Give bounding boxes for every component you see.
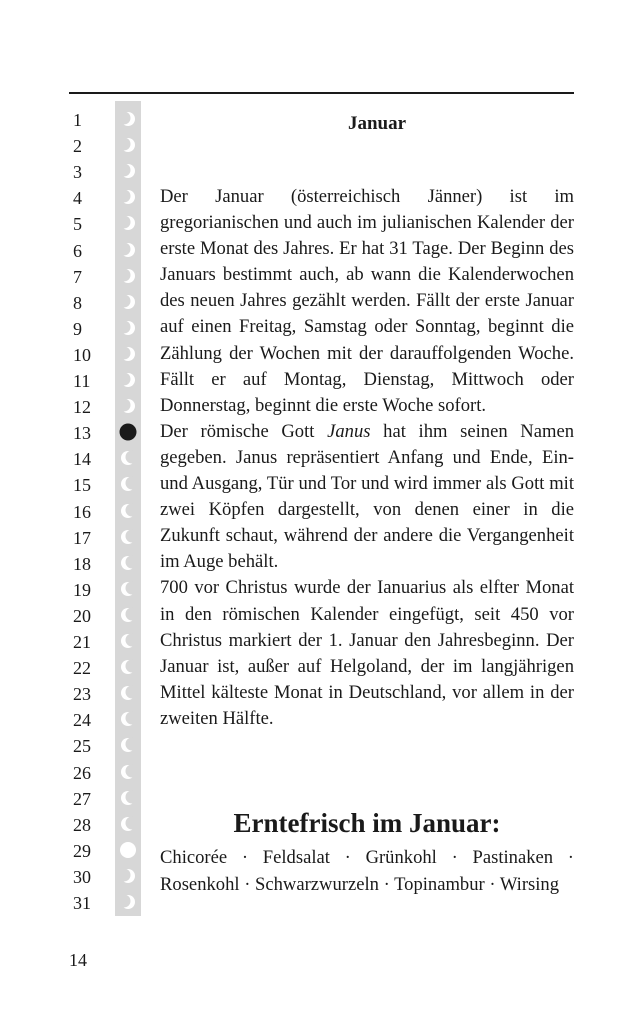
waning-crescent-icon: [115, 344, 141, 368]
waning-crescent-icon: [115, 240, 141, 264]
day-number: 14: [73, 449, 91, 470]
waning-crescent-icon: [115, 396, 141, 420]
waxing-crescent-icon: [115, 735, 141, 759]
day-number: 20: [73, 605, 91, 626]
day-number: 29: [73, 840, 91, 861]
harvest-title: Erntefrisch im Januar:: [233, 808, 501, 839]
day-number: 10: [73, 344, 91, 365]
day-number: 8: [73, 292, 82, 313]
paragraph-1: Der Januar (österreichisch Jänner) ist im gregorianischen und auch im julianischen Kalender der erste Monat des Jahres. Er hat 31 Tage. Der Beginn des Januars bestimmt auch, ab wann die Kalenderwochen des neuen Jahres gezählt werden. Fällt der erste Januar auf einen Freitag, Samstag oder Sonntag, beginnt die Zählung der Wochen mit der darauffolgenden Woche. Fällt er auf Montag, Dienstag, Mittwoch oder Donnerstag, beginnt die erste Woche sofort.: [160, 186, 574, 416]
paragraph-2-start: Der römische Gott: [160, 420, 328, 442]
waxing-crescent-icon: [115, 527, 141, 551]
main-content: [160, 112, 574, 895]
waning-crescent-icon: [115, 892, 141, 916]
waxing-crescent-icon: [115, 448, 141, 472]
day-number: 4: [73, 188, 82, 209]
waning-crescent-icon: [115, 213, 141, 237]
day-number: 31: [73, 893, 91, 913]
day-number: 30: [73, 866, 91, 887]
waning-crescent-icon: [115, 187, 141, 211]
waxing-crescent-icon: [115, 709, 141, 733]
waning-crescent-icon: [115, 866, 141, 890]
paragraph-2-rest: hat ihm seinen Namen gegeben. Janus repräsentiert Anfang und Ende, Ein- und Ausgang, Tür und Tor und wird immer als Gott mit zwei Köpfen dargestellt, von denen einer in die Zukunft schaut, während der andere die Vergangenheit im Auge behält.: [160, 420, 574, 573]
paragraph-2: [160, 419, 574, 576]
day-number: 16: [73, 501, 91, 522]
waning-crescent-icon: [115, 109, 141, 133]
waxing-crescent-icon: [115, 683, 141, 707]
month-description: [160, 184, 574, 732]
page-number: 14: [69, 950, 87, 970]
waning-crescent-icon: [115, 370, 141, 394]
waning-crescent-icon: [115, 135, 141, 159]
top-rule: [69, 92, 574, 94]
day-number: 25: [73, 736, 91, 757]
waxing-crescent-icon: [115, 579, 141, 603]
day-number: 3: [73, 162, 82, 183]
day-number: 24: [73, 710, 91, 731]
day-number: 26: [73, 762, 91, 783]
day-number: 19: [73, 579, 91, 600]
day-number: 1: [73, 110, 82, 130]
day-number: 11: [73, 371, 91, 391]
day-number: 28: [73, 814, 91, 835]
moon-phase-strip: [115, 101, 141, 916]
day-number: 21: [73, 632, 91, 652]
new-moon-icon: [115, 422, 141, 446]
day-number: 2: [73, 136, 82, 157]
waning-crescent-icon: [115, 318, 141, 342]
month-title: Januar: [347, 113, 407, 134]
day-number: 6: [73, 240, 82, 261]
waxing-crescent-icon: [115, 788, 141, 812]
day-number: 18: [73, 553, 91, 574]
day-number: 5: [73, 214, 82, 235]
day-number: 9: [73, 318, 82, 339]
waxing-crescent-icon: [115, 631, 141, 655]
waxing-crescent-icon: [115, 553, 141, 577]
waxing-crescent-icon: [115, 657, 141, 681]
waxing-crescent-icon: [115, 474, 141, 498]
waxing-crescent-icon: [115, 814, 141, 838]
day-number: 12: [73, 397, 91, 418]
waning-crescent-icon: [115, 292, 141, 316]
day-number: 15: [73, 475, 91, 496]
janus-emphasis: Janus: [327, 420, 371, 442]
waning-crescent-icon: [115, 161, 141, 185]
waxing-crescent-icon: [115, 501, 141, 525]
day-number: 7: [73, 266, 82, 287]
day-number: 17: [73, 527, 91, 548]
day-number: 27: [73, 788, 91, 809]
day-column: [69, 101, 143, 916]
waxing-crescent-icon: [115, 762, 141, 786]
waning-crescent-icon: [115, 266, 141, 290]
paragraph-3: 700 vor Christus wurde der Ianuarius als elfter Monat in den römischen Kalender eingefügt, seit 450 vor Christus markiert der 1. Januar den Jahresbeginn. Der Januar ist, außer auf Helgoland, der im langjährigen Mittel kälteste Monat in Deutschland, vor allem in der zweiten Hälfte.: [160, 577, 574, 729]
day-number: 23: [73, 684, 91, 705]
full-moon-icon: [115, 840, 141, 864]
waxing-crescent-icon: [115, 605, 141, 629]
day-number: 13: [73, 423, 91, 444]
day-number: 22: [73, 658, 91, 679]
harvest-list: Chicorée · Feldsalat · Grünkohl · Pastinaken · Rosenkohl · Schwarzwurzeln · Topinambur · Wirsing: [160, 847, 574, 895]
